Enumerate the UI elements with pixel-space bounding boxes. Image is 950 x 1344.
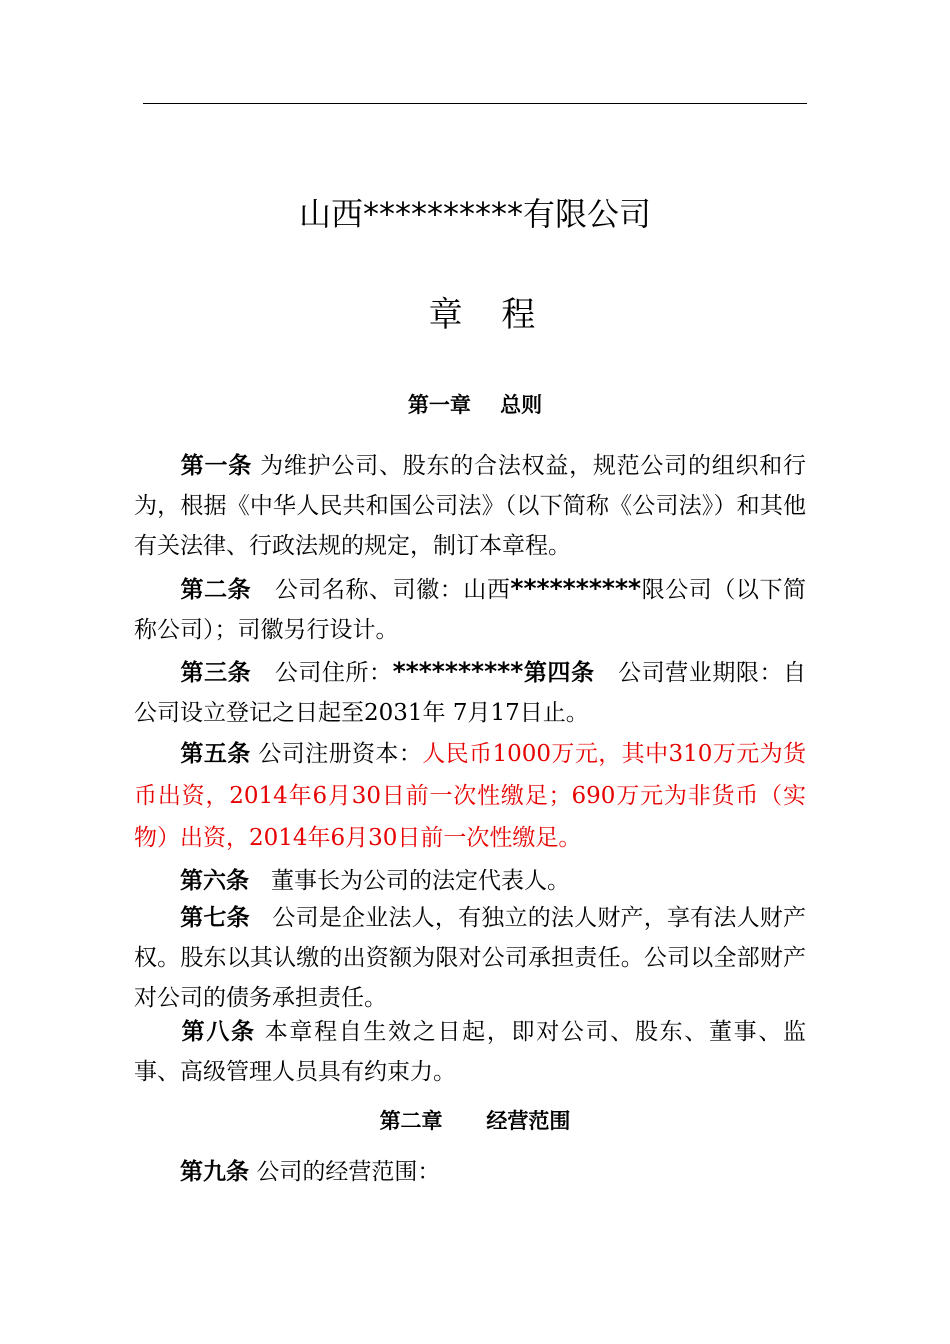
article-5-label: 第五条 bbox=[180, 740, 251, 767]
article-3-text: 公司住所： bbox=[274, 660, 393, 686]
article-4-label: 第四条 bbox=[523, 659, 595, 686]
article-7-text: 公司是企业法人，有独立的法人财产，享有法人财产权。股东以其认缴的出资额为限对公司承担责任。公司以全部财产对公司的债务承担责任。 bbox=[134, 905, 807, 1011]
header-rule bbox=[143, 103, 807, 104]
article-4-text: 公司营业期限：自公司设立登记之日起至2031年 7月17日止。 bbox=[134, 660, 807, 726]
article-2-text-b: 限公司（以下简称公司）；司徽另行设计。 bbox=[134, 577, 807, 643]
article-9-text: 公司的经营范围： bbox=[256, 1159, 441, 1185]
article-1-text: 为维护公司、股东的合法权益，规范公司的组织和行为，根据《中华人民共和国公司法》（以下简称《公司法》）和其他有关法律、行政法规的规定，制订本章程。 bbox=[134, 453, 807, 559]
article-2-text-a: 公司名称、司徽：山西 bbox=[274, 577, 511, 603]
article-5-red-text: 人民币1000万元，其中310万元为货币出资，2014年6月30日前一次性缴足；690万元为非货币（实物）出资，2014年6月30日前一次性缴足。 bbox=[134, 741, 807, 851]
company-name: 山西**********有限公司 bbox=[298, 195, 651, 233]
article-3-stars: ********** bbox=[392, 657, 524, 686]
article-2-label: 第二条 bbox=[180, 576, 252, 603]
article-2 bbox=[134, 569, 806, 650]
article-9-label: 第九条 bbox=[180, 1158, 249, 1185]
article-6-text: 董事长为公司的法定代表人。 bbox=[270, 868, 570, 894]
article-5 bbox=[134, 733, 806, 859]
article-8-label: 第八条 bbox=[180, 1018, 256, 1045]
article-2-stars: ********** bbox=[510, 574, 642, 603]
article-1 bbox=[134, 446, 806, 566]
chapter-heading-1: 第一章 总则 bbox=[407, 392, 543, 417]
article-6-label: 第六条 bbox=[180, 867, 249, 894]
chapter-heading-2: 第二章 经营范围 bbox=[379, 1108, 571, 1133]
document-title: 章 程 bbox=[428, 295, 550, 335]
article-8 bbox=[134, 1012, 806, 1092]
article-9 bbox=[134, 1152, 806, 1192]
article-7-label: 第七条 bbox=[180, 904, 250, 931]
article-5-text: 公司注册资本： bbox=[258, 741, 423, 767]
article-8-text: 本章程自生效之日起，即对公司、股东、董事、监事、高级管理人员具有约束力。 bbox=[134, 1019, 807, 1085]
article-1-label: 第一条 bbox=[180, 452, 253, 479]
article-3-4 bbox=[134, 652, 806, 733]
article-7 bbox=[134, 898, 806, 1018]
article-6 bbox=[134, 861, 806, 901]
article-3-label: 第三条 bbox=[180, 659, 252, 686]
